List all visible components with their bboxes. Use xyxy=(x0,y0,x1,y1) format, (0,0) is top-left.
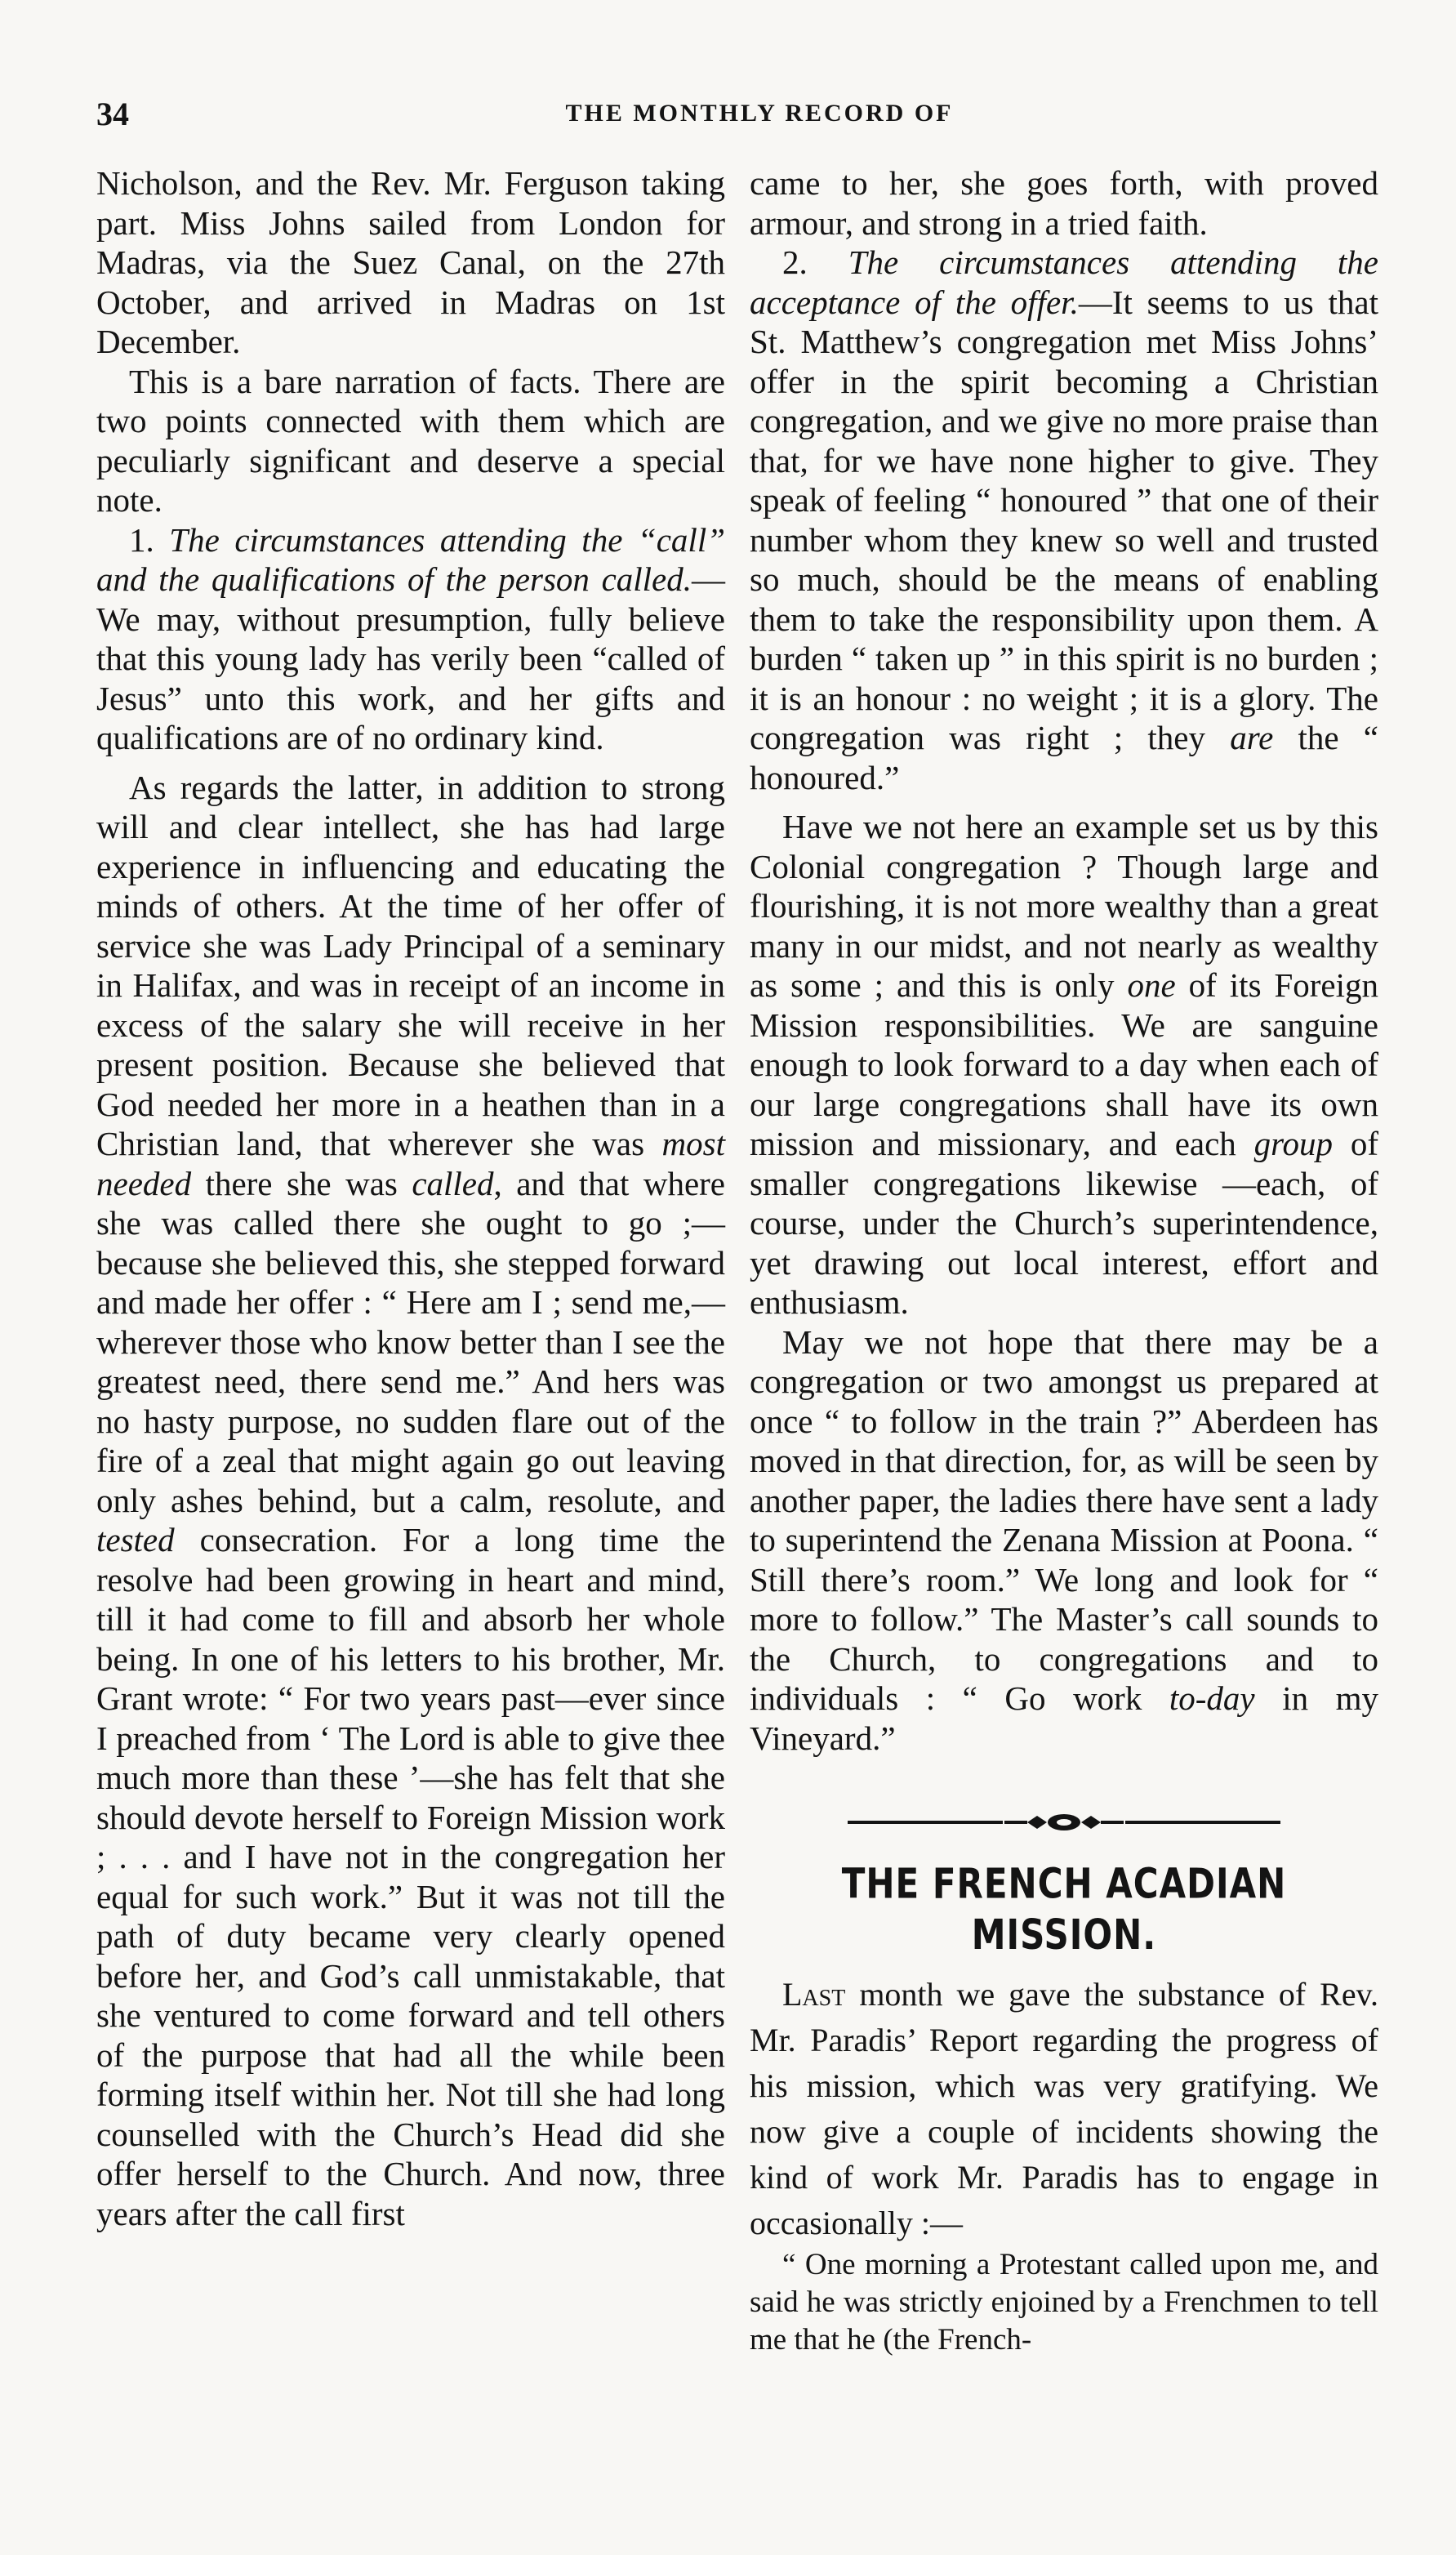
paragraph-text: , and that where she was called there she ought to go ;—because she believed this, she stepped forward and made her offer : “ Here am I ; send me,—wherever those who know better than I see the greatest need, there send me.” And hers was no hasty purpose, no sudden flare out of the fire of a zeal that might again go out leaving only ashes behind, but a calm, resolute, and xyxy=(96,1164,726,1519)
italic-text: are xyxy=(1230,719,1274,756)
paragraph-text: there she was xyxy=(205,1164,398,1202)
italic-text: most needed xyxy=(96,1125,725,1202)
paragraph-text: in my Vineyard.” xyxy=(750,1679,1379,1757)
italic-text: to-day xyxy=(1169,1679,1255,1717)
paragraph-text: May we not hope that there may be a congregation or two amongst us prepared at once “ to follow in the train ?” Aberdeen has moved in that direction, for, as will be seen by another paper, the ladies there have sent a lady to superintend the Zenana Mission at Poona. “ Still there’s room.” We long and look for “ more to follow.” The Master’s call sounds to the Church, to congregations and to individuals : “ Go work xyxy=(750,1322,1378,1717)
quoted-paragraph: “ One morning a Protestant called upon me, and said he was strictly enjoined by a Frenchmen to tell me that he (the French- xyxy=(750,2248,1378,2357)
paragraph-text: —It seems to us that St. Matthew’s congregation met Miss Johns’ offer in the spirit becoming a Christian congregation, and we give no more praise than that, for we have none higher to give. They speak of feeling “ honoured ” that one of their number whom they knew so well and trusted so much, should be the means of enabling them to take the responsibility upon them. A burden “ taken up ” in this spirit is no burden ; it is an honour : no weight ; it is a glory. The congregation was right ; they xyxy=(750,283,1378,756)
paragraph-text: of its Foreign Mission responsibilities. We are sanguine enough to look forward to a day when each of our large congregations shall have its own mission and missionary, and each xyxy=(750,966,1379,1162)
page-number: 34 xyxy=(96,96,129,132)
paragraph-text: Have we not here an example set us by this Colonial congregation ? Though large and flourishing, it is not more wealthy than a great many in our midst, and not nearly as wealthy as some ; and this is only xyxy=(750,808,1378,1004)
point-number: 2. xyxy=(782,243,808,281)
paragraph: came to her, she goes forth, with proved armour, and strong in a tried faith. xyxy=(750,164,1378,242)
lead-word: Last xyxy=(782,1976,846,2013)
ornament-icon xyxy=(1003,1812,1125,1833)
section-title: THE FRENCH ACADIAN MISSION. xyxy=(841,1859,1287,1959)
paragraph xyxy=(750,1322,1378,1759)
italic-text: group xyxy=(1253,1125,1334,1162)
paragraph-text: of smaller congregations likewise —each, of course, under the Church’s superintendence, yet drawing out local interest, effort and enthusiasm. xyxy=(750,1125,1379,1321)
paragraph-text: As regards the latter, in addition to strong will and clear intellect, she has had large experience in influencing and educating the minds of others. At the time of her offer of service she was Lady Principal of a seminary in Halifax, and was in receipt of an income in excess of the salary she will receive in her present position. Because she believed that God needed her more in a heathen than in a Christian land, that wherever she was xyxy=(96,768,725,1162)
point-heading: The circumstances attending the acceptance of the offer. xyxy=(750,243,1378,321)
paragraph xyxy=(96,768,725,2234)
left-column xyxy=(96,163,725,2233)
italic-text: called xyxy=(412,1164,494,1202)
paragraph: Nicholson, and the Rev. Mr. Ferguson taking part. Miss Johns sailed from London for Madras, via the Suez Canal, on the 27th October, and arrived in Madras on 1st December. xyxy=(96,164,725,360)
running-head: THE MONTHLY RECORD OF xyxy=(565,100,954,127)
italic-text: tested xyxy=(96,1521,175,1558)
italic-text: one xyxy=(1127,966,1176,1004)
paragraph xyxy=(96,520,725,758)
right-column xyxy=(750,163,1378,2359)
paragraph xyxy=(750,807,1378,1322)
paragraph-text: consecration. For a long time the resolve had been growing in heart and mind, till it had come to fill and absorb her whole being. In one of his letters to his brother, Mr. Grant wrote: “ For two years past—ever since I preached from ‘ The Lord is able to give thee much more than these ’—she has felt that she should devote herself to Foreign Mission work ; . . . and I have not in the congregation her equal for such work.” But it was not till the path of duty became very clearly opened before her, and God’s call unmistakable, that she ventured to come forward and tell others of the purpose that had all the while been forming itself within her. Not till she had long counselled with the Church’s Head did she offer herself to the Church. And now, three years after the call first xyxy=(96,1521,726,2232)
paragraph: This is a bare narration of facts. There are two points connected with them which are peculiarly significant and deserve a special note. xyxy=(96,362,725,519)
page-header xyxy=(82,88,1437,137)
point-heading: The circumstances attending the “call” and the qualifications of the person called. xyxy=(96,520,726,598)
paragraph-text: month we gave the substance of Rev. Mr. Paradis’ Report regarding the progress of his mission, which was very gratifying. We now give a couple of incidents showing the kind of work Mr. Paradis has to engage in occasionally :— xyxy=(750,1976,1379,2241)
paragraph-text: —We may, without presumption, fully believe that this young lady has verily been “called of Jesus” unto this work, and her gifts and qualifications are of no ordinary kind. xyxy=(96,560,725,756)
point-number: 1. xyxy=(129,520,154,559)
paragraph xyxy=(750,243,1378,797)
paragraph xyxy=(750,1972,1378,2246)
paragraph-text: the “ honoured.” xyxy=(750,719,1379,796)
ornamental-rule xyxy=(750,1805,1378,1838)
